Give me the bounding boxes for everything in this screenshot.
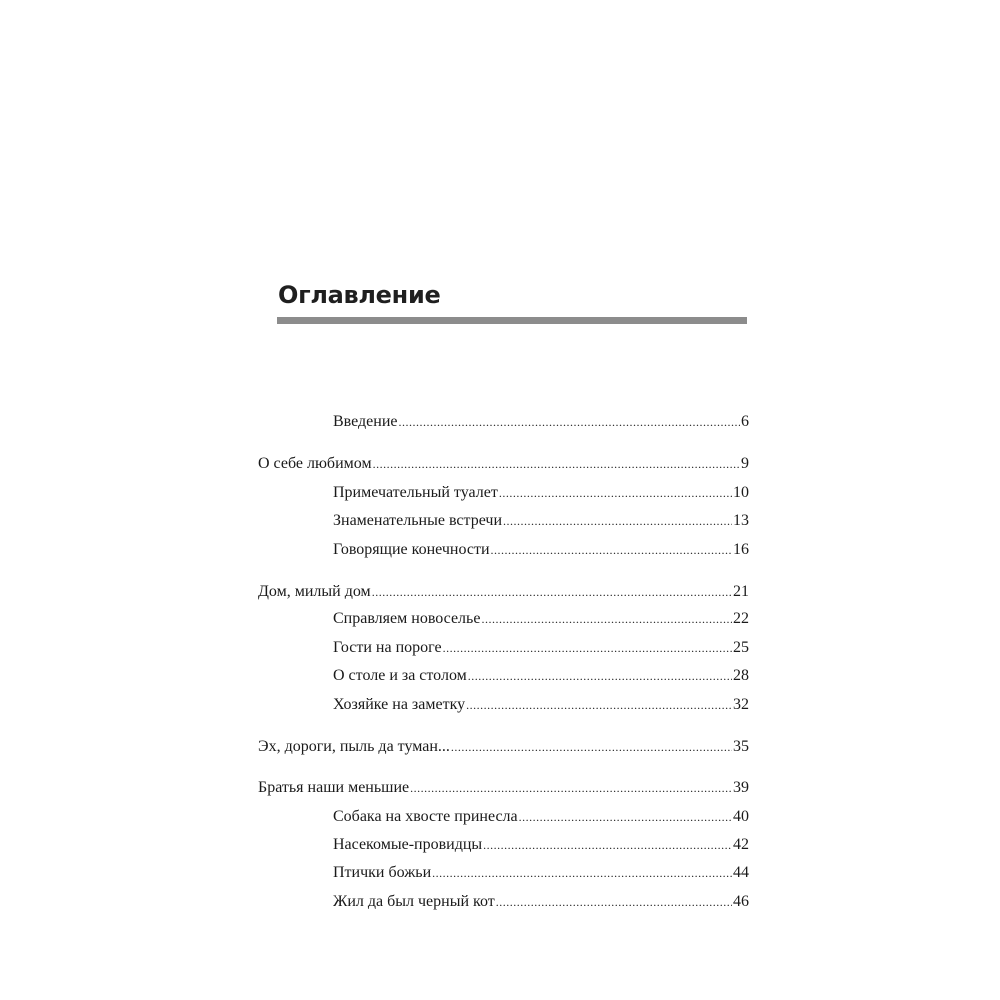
toc-dot-leader [372,580,732,604]
toc-dot-leader [466,693,732,717]
toc-entry-title: Знаменательные встречи [333,512,503,529]
toc-entry-title: Гости на пороге [333,639,442,656]
toc-entry-title: Птички божьи [333,864,432,881]
toc-entry-title: Справляем новоселье [333,610,481,627]
toc-section[interactable] [333,805,749,829]
toc-entry-title: Хозяйке на заметку [333,696,466,713]
toc-entry-title: Братья наши меньшие [258,779,410,796]
toc-page-number: 10 [733,484,749,501]
toc-section[interactable] [333,481,749,505]
toc-page-number: 6 [741,413,749,430]
toc-entry-title: Введение [333,413,398,430]
toc-page-number: 32 [733,696,749,713]
toc-page-number: 28 [733,667,749,684]
toc-dot-leader [496,890,732,914]
toc-dot-leader [432,861,732,885]
toc-dot-leader [410,776,732,800]
toc-page-number: 35 [733,738,749,755]
toc-section[interactable] [333,890,749,914]
toc-page-number: 42 [733,836,749,853]
toc-entry-title: О себе любимом [258,455,372,472]
toc-dot-leader [483,833,732,857]
toc-entry-title: О столе и за столом [333,667,467,684]
toc-page-number: 16 [733,541,749,558]
toc-dot-leader [451,735,732,759]
toc-section[interactable] [333,509,749,533]
toc-entry-title: Эх, дороги, пыль да туман... [258,738,450,755]
toc-section[interactable] [333,607,749,631]
toc-dot-leader [503,509,732,533]
toc-dot-leader [491,538,732,562]
toc-chapter[interactable] [258,735,749,759]
toc-dot-leader [519,805,732,829]
toc-page-number: 22 [733,610,749,627]
toc-entry-title: Говорящие конечности [333,541,490,558]
toc-section[interactable] [333,861,749,885]
toc-section[interactable] [333,636,749,660]
toc-page-number: 9 [741,455,749,472]
toc-dot-leader [468,664,732,688]
toc-page-number: 25 [733,639,749,656]
toc-page-number: 13 [733,512,749,529]
toc-entry-title: Собака на хвосте принесла [333,808,518,825]
toc-entry-title: Насекомые-провидцы [333,836,483,853]
toc-chapter[interactable] [258,452,749,476]
toc-page-number: 39 [733,779,749,796]
toc-section[interactable] [333,538,749,562]
toc-entry-title: Примечательный туалет [333,484,498,501]
toc-section[interactable] [333,410,749,434]
toc-dot-leader [399,410,741,434]
toc-dot-leader [373,452,740,476]
page-title: Оглавление [278,281,441,309]
toc-page-number: 21 [733,583,749,600]
toc-dot-leader [443,636,732,660]
toc-page-number: 46 [733,893,749,910]
toc-section[interactable] [333,664,749,688]
toc-chapter[interactable] [258,580,749,604]
toc-entry-title: Жил да был черный кот [333,893,495,910]
toc-section[interactable] [333,693,749,717]
toc-page-number: 40 [733,808,749,825]
toc-page-number: 44 [733,864,749,881]
toc-chapter[interactable] [258,776,749,800]
toc-entry-title: Дом, милый дом [258,583,371,600]
toc-section[interactable] [333,833,749,857]
toc-dot-leader [481,607,732,631]
toc-dot-leader [499,481,732,505]
